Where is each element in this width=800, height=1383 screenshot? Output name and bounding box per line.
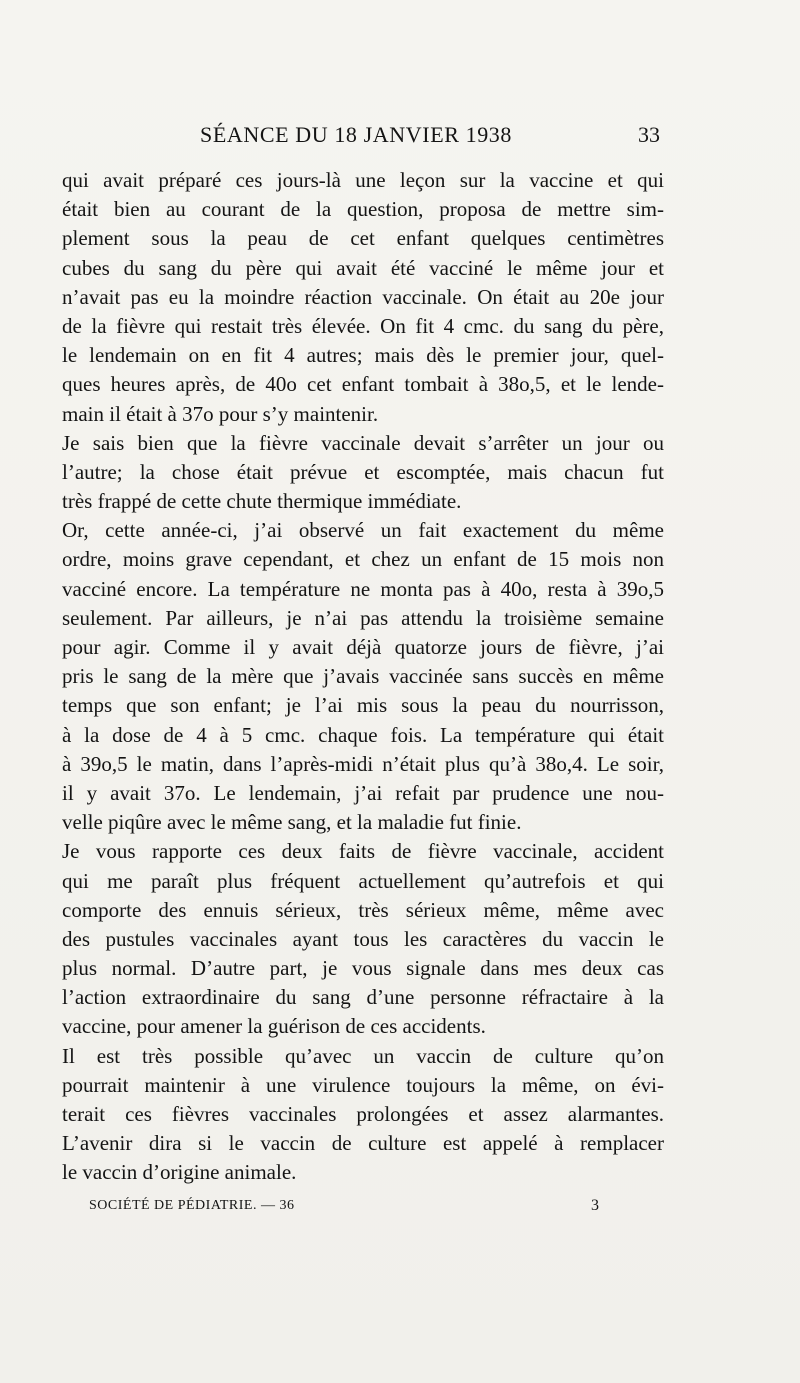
signature-mark: SOCIÉTÉ DE PÉDIATRIE. — 36: [89, 1198, 295, 1213]
text-line: Or, cette année-ci, j’ai observé un fait exactement du même: [62, 518, 664, 543]
text-line: l’autre; la chose était prévue et escomptée, mais chacun fut: [62, 459, 664, 484]
text-line: pris le sang de la mère que j’avais vaccinée sans succès en même: [62, 664, 664, 689]
text-line: l’action extraordinaire du sang d’une personne réfractaire à la: [62, 985, 664, 1010]
text-line: il y avait 37o. Le lendemain, j’ai refait par prudence une nou-: [62, 780, 664, 805]
text-line: pour agir. Comme il y avait déjà quatorze jours de fièvre, j’ai: [62, 635, 664, 659]
text-line: velle piqûre avec le même sang, et la maladie fut finie.: [62, 810, 522, 835]
text-line: plus normal. D’autre part, je vous signale dans mes deux cas: [62, 956, 664, 981]
text-line: main il était à 37o pour s’y maintenir.: [62, 401, 379, 426]
text-line: Il est très possible qu’avec un vaccin de culture qu’on: [62, 1043, 664, 1068]
text-line: pourrait maintenir à une virulence toujours la même, on évi-: [62, 1072, 664, 1097]
text-line: Je vous rapporte ces deux faits de fièvre vaccinale, accident: [62, 839, 664, 864]
text-line: Je sais bien que la fièvre vaccinale devait s’arrêter un jour ou: [62, 430, 664, 455]
text-line: n’avait pas eu la moindre réaction vaccinale. On était au 20e jour: [62, 284, 664, 309]
signature-number: 3: [591, 1197, 599, 1214]
page-number: 33: [638, 122, 660, 147]
text-line: le vaccin d’origine animale.: [62, 1160, 297, 1185]
running-title: SÉANCE DU 18 JANVIER 1938: [200, 122, 512, 147]
text-line: ordre, moins grave cependant, et chez un enfant de 15 mois non: [62, 547, 664, 572]
text-line: vacciné encore. La température ne monta pas à 40o, resta à 39o,5: [62, 576, 664, 601]
text-line: de la fièvre qui restait très élevée. On fit 4 cmc. du sang du père,: [62, 313, 664, 338]
text-line: vaccine, pour amener la guérison de ces accidents.: [62, 1014, 486, 1039]
text-line: comporte des ennuis sérieux, très sérieux même, même avec: [62, 897, 664, 922]
text-line: terait ces fièvres vaccinales prolongées et assez alarmantes.: [62, 1102, 664, 1126]
text-line: seulement. Par ailleurs, je n’ai pas attendu la troisième semaine: [62, 605, 664, 630]
text-line: L’avenir dira si le vaccin de culture est appelé à remplacer: [62, 1131, 664, 1156]
text-line: le lendemain on en fit 4 autres; mais dès le premier jour, quel-: [62, 343, 664, 368]
text-line: très frappé de cette chute thermique immédiate.: [62, 489, 462, 514]
text-line: qui me paraît plus fréquent actuellement qu’autrefois et qui: [62, 868, 664, 893]
running-head: [62, 122, 660, 154]
text-line: ques heures après, de 40o cet enfant tombait à 38o,5, et le lende-: [62, 372, 664, 397]
text-line: temps que son enfant; je l’ai mis sous la peau du nourrisson,: [62, 693, 664, 718]
text-line: plement sous la peau de cet enfant quelques centimètres: [62, 226, 664, 251]
text-line: des pustules vaccinales ayant tous les caractères du vaccin le: [62, 926, 664, 951]
body-text: [62, 166, 664, 1188]
text-line: cubes du sang du père qui avait été vacciné le même jour et: [62, 255, 664, 280]
text-line: à la dose de 4 à 5 cmc. chaque fois. La température qui était: [62, 722, 664, 747]
text-line: qui avait préparé ces jours-là une leçon sur la vaccine et qui: [62, 168, 664, 192]
page-footer: [89, 1198, 599, 1222]
text-line: à 39o,5 le matin, dans l’après-midi n’était plus qu’à 38o,4. Le soir,: [62, 751, 664, 776]
text-line: était bien au courant de la question, proposa de mettre sim-: [62, 197, 664, 222]
